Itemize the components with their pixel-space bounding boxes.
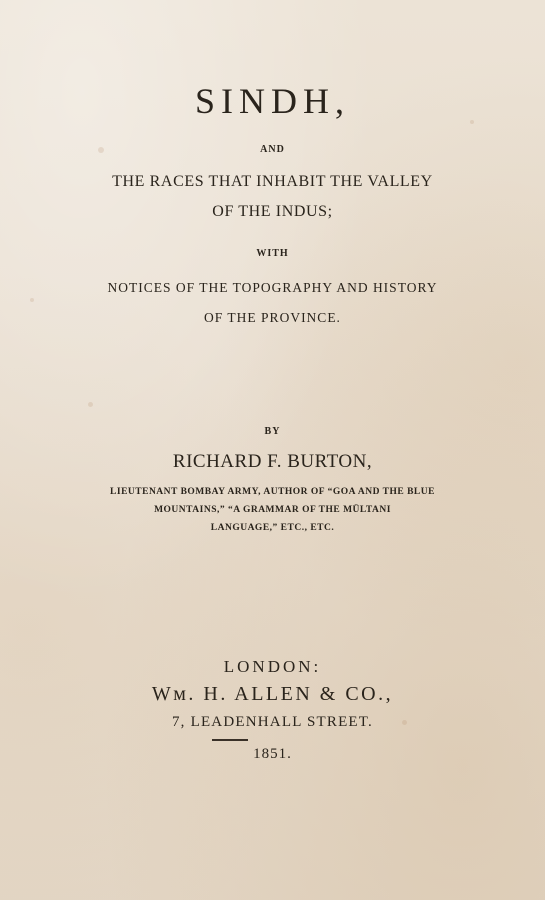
foxing-spot — [30, 298, 34, 302]
conjunction-with: WITH — [256, 248, 289, 259]
notices-line-2: OF THE PROVINCE. — [204, 310, 341, 325]
author-credentials-line-1: LIEUTENANT BOMBAY ARMY, AUTHOR OF “GOA AND THE BLUE — [110, 487, 435, 497]
subtitle-line-2: OF THE INDUS; — [212, 203, 333, 220]
publication-year: 1851. — [253, 746, 292, 762]
by-label: BY — [264, 426, 281, 437]
publisher-name: Wᴍ. H. ALLEN & CO., — [151, 683, 394, 705]
publication-city: LONDON: — [223, 657, 322, 676]
foxing-spot — [88, 402, 93, 407]
author-name: RICHARD F. BURTON, — [172, 451, 373, 472]
book-title: SINDH, — [194, 81, 350, 121]
subtitle-line-1: THE RACES THAT INHABIT THE VALLEY — [112, 173, 433, 190]
conjunction-and: AND — [260, 144, 285, 155]
author-credentials-line-2: MOUNTAINS,” “A GRAMMAR OF THE MŪLTANI — [154, 505, 391, 515]
publisher-address: 7, LEADENHALL STREET. — [171, 714, 373, 730]
notices-line-1: NOTICES OF THE TOPOGRAPHY AND HISTORY — [107, 280, 438, 295]
divider-rule — [212, 739, 248, 741]
author-credentials-line-3: LANGUAGE,” ETC., ETC. — [210, 523, 335, 533]
